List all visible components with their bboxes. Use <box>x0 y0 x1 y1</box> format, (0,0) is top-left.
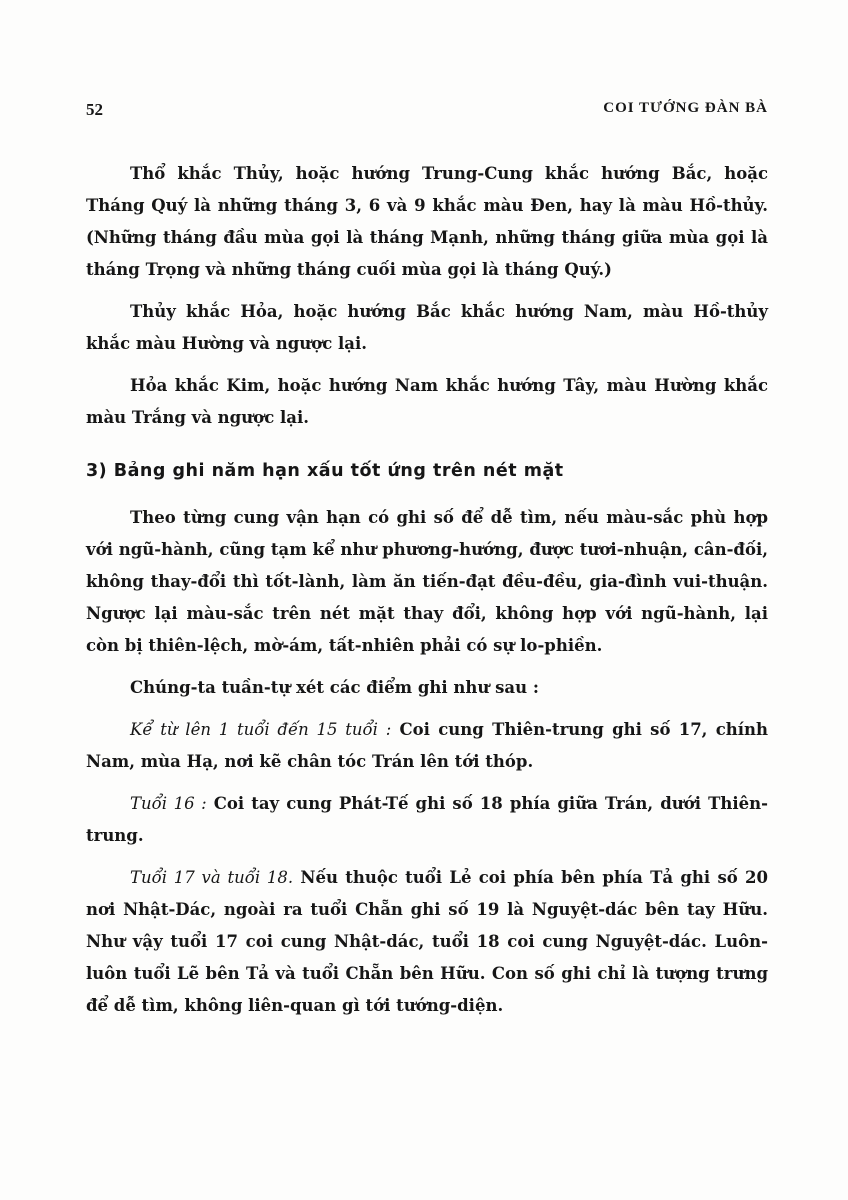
paragraph-thuy-khac-hoa: Thủy khắc Hỏa, hoặc hướng Bắc khắc hướng Nam, màu Hồ-thủy khắc màu Hường và ngược lại. <box>86 302 768 353</box>
entry-lead: Kể từ lên 1 tuổi đến 15 tuổi : <box>130 720 392 739</box>
entry-lead: Tuổi 17 và tuổi 18. <box>130 868 294 887</box>
running-title: COI TƯỚNG ĐÀN BÀ <box>603 100 768 116</box>
entry-text: Coi tay cung Phát-Tế ghi số 18 phía giữa Trán, dưới Thiên-trung. <box>86 794 768 845</box>
paragraph-hoa-khac-kim: Hỏa khắc Kim, hoặc hướng Nam khắc hướng Tây, màu Hường khắc màu Trắng và ngược lại. <box>86 376 768 427</box>
entry-lead: Tuổi 16 : <box>130 794 207 813</box>
paragraph-chung-ta: Chúng-ta tuần-tự xét các điểm ghi như sau : <box>130 678 539 697</box>
paragraph-theo-tung-cung: Theo từng cung vận hạn có ghi số để dễ tìm, nếu màu-sắc phù hợp với ngũ-hành, cũng tạm kể như phương-hướng, được tươi-nhuận, cân-đối, không thay-đổi thì tốt-lành, làm ăn tiến-đạt đều-đều, gia-đình vui-thuận. Ngược lại màu-sắc trên nét mặt thay đổi, không hợp với ngũ-hành, lại còn bị thiên-lệch, mờ-ám, tất-nhiên phải có sự lo-phiền. <box>86 508 768 655</box>
entry-text: Nếu thuộc tuổi Lẻ coi phía bên phía Tả ghi số 20 nơi Nhật-Dác, ngoài ra tuổi Chẵn ghi số 19 là Nguyệt-dác bên tay Hữu. Như vậy tuổi 17 coi cung Nhật-dác, tuổi 18 coi cung Nguyệt-dác. Luôn-luôn tuổi Lẽ bên Tả và tuổi Chẵn bên Hữu. Con số ghi chỉ là tượng trưng để dễ tìm, không liên-quan gì tới tướng-diện. <box>86 868 768 1015</box>
entry-age-17-18 <box>86 862 768 1022</box>
page-header <box>86 100 768 126</box>
page-number: 52 <box>86 100 103 119</box>
section-heading: 3) Bảng ghi năm hạn xấu tốt ứng trên nét mặt <box>86 461 564 481</box>
entry-age-1-15 <box>86 714 768 778</box>
entry-text: Coi cung Thiên-trung ghi số 17, chính Nam, mùa Hạ, nơi kẽ chân tóc Trán lên tới thóp. <box>86 720 769 771</box>
paragraph-tho-khac-thuy: Thổ khắc Thủy, hoặc hướng Trung-Cung khắc hướng Bắc, hoặc Tháng Quý là những tháng 3, 6 và 9 khắc màu Đen, hay là màu Hồ-thủy. (Những tháng đầu mùa gọi là tháng Mạnh, những tháng giữa mùa gọi là tháng Trọng và những tháng cuối mùa gọi là tháng Quý.) <box>86 164 768 279</box>
entry-age-16 <box>86 788 768 852</box>
page-body <box>86 158 768 1032</box>
